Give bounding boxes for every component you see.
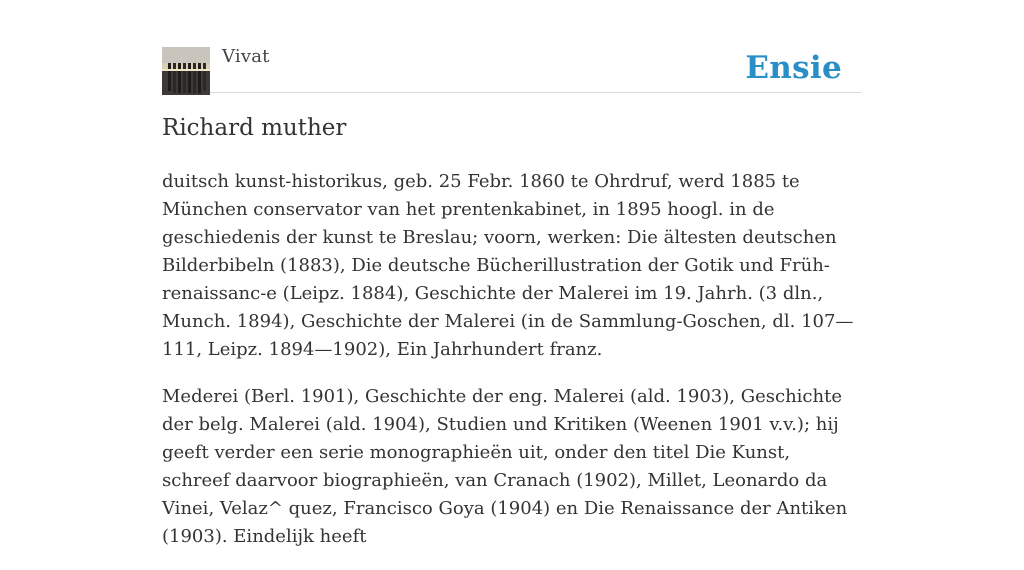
brand-logo[interactable]: Ensie <box>745 50 842 86</box>
book-spines-icon <box>162 47 210 95</box>
paragraph: Mederei (Berl. 1901), Geschichte der eng. Malerei (ald. 1903), Geschichte der belg. Malerei (ald. 1904), Studien und Kritiken (Weenen 1901 v.v.); hij geeft verder een serie monographieën uit, onder den titel Die Kunst, schreef daarvoor biographieën, van Cranach (1902), Millet, Leonardo da Vinei, Velaz^ quez, Francisco Goya (1904) en Die Renaissance der Antiken (1903). Eindelijk heeft <box>162 386 848 547</box>
header <box>162 46 862 93</box>
source-avatar[interactable] <box>162 47 210 95</box>
paragraph: duitsch kunst-historikus, geb. 25 Febr. 1860 te Ohrdruf, werd 1885 te München conservator van het prentenkabinet, in 1895 hoogl. in de geschiedenis der kunst te Breslau; voorn, werken: Die ältesten deutschen Bilderbibeln (1883), Die deutsche Bücherillustration der Gotik und Früh-renaissanc-e (Leipz. 1884), Geschichte der Malerei im 19. Jahrh. (3 dln., Munch. 1894), Geschichte der Malerei (in de Sammlung-Goschen, dl. 107—111, Leipz. 1894—1902), Ein Jahrhundert franz. <box>162 171 854 360</box>
source-name[interactable]: Vivat <box>222 46 270 67</box>
page-title: Richard muther <box>162 115 347 141</box>
article-body <box>162 168 862 570</box>
